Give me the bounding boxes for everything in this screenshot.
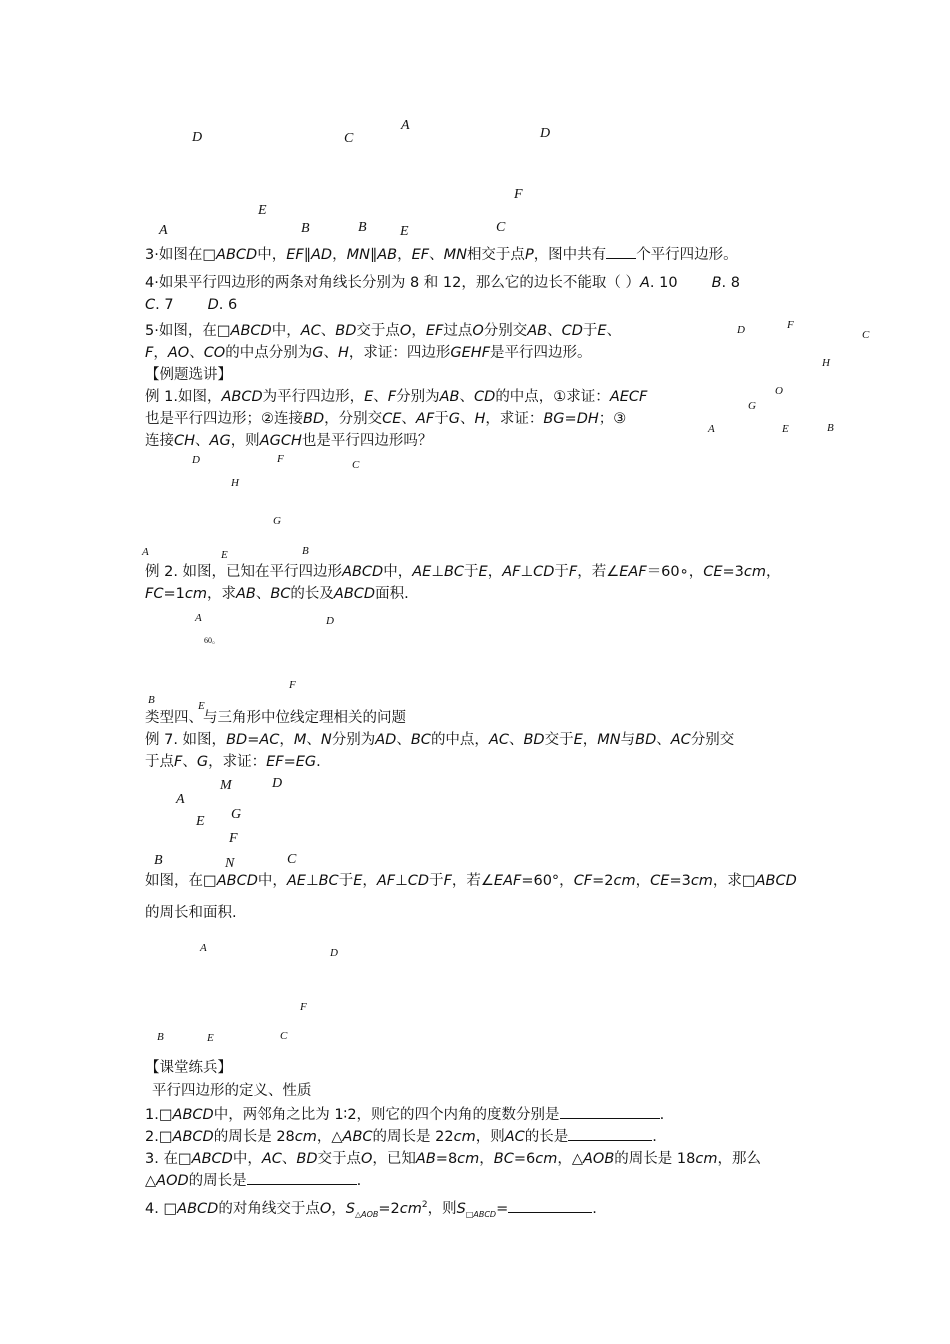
fig-label-a: A xyxy=(401,118,410,133)
answer-blank[interactable] xyxy=(606,244,636,259)
fig-label-g: G xyxy=(231,807,242,822)
fig-label-a: A xyxy=(195,612,202,624)
question-5: 5·如图，在□ABCD中，AC、BD交于点O，EF过点O分别交AB、CD于E、 xyxy=(145,323,622,339)
question-3: 3·如图在□ABCD中，EF∥AD，MN∥AB，EF、MN相交于点P，图中共有 个平行四边形。 xyxy=(145,244,825,266)
type-4-heading: 类型四、与三角形中位线定理相关的问题 xyxy=(145,710,406,726)
answer-blank[interactable] xyxy=(247,1170,357,1185)
question-5-cont: F，AO、CO的中点分别为G、H，求证：四边形GEHF是平行四边形。 xyxy=(145,345,592,361)
fig-label-d: D xyxy=(272,776,283,791)
fig-label-f: F xyxy=(787,319,794,331)
fig-label-f: F xyxy=(229,831,238,846)
example-2: 例 2. 如图，已知在平行四边形ABCD中，AE⊥BC于E，AF⊥CD于F，若∠EAF＝60∘，CE=3cm， xyxy=(145,564,781,580)
fig-label-b: B xyxy=(302,545,309,557)
example-1-cont: 也是平行四边形；②连接BD，分别交CE、AF于G、H，求证：BG=DH；③ xyxy=(145,411,627,427)
example-2-cont: FC=1cm，求AB、BC的长及ABCD面积. xyxy=(145,586,409,602)
fig-label-e: E xyxy=(400,224,409,239)
fig-label-f: F xyxy=(300,1001,307,1013)
fig-label-e: E xyxy=(221,549,228,561)
fig-label-e: E xyxy=(196,814,205,829)
fig-label-b: B xyxy=(154,853,163,868)
fig-label-c: C xyxy=(280,1030,288,1042)
fig-label-g: G xyxy=(748,400,756,412)
fig-label-m: M xyxy=(220,778,232,793)
fig-label-a: A xyxy=(176,792,185,807)
fig-label-b: B xyxy=(358,220,367,235)
fig-label-e: E xyxy=(258,203,267,218)
fig-label-f: F xyxy=(277,453,284,465)
section-heading-examples: 【例题选讲】 xyxy=(145,367,232,383)
fig-label-e: E xyxy=(198,700,205,712)
section-heading-practice: 【课堂练兵】 xyxy=(145,1060,232,1076)
fig-label-d: D xyxy=(326,615,334,627)
fig-label-a: A xyxy=(200,942,207,954)
fig-label-f: F xyxy=(514,187,523,202)
fig-label-o: O xyxy=(775,385,783,397)
fig-label-c: C xyxy=(496,220,506,235)
fig-label-b: B xyxy=(301,221,310,236)
practice-4: 4. □ABCD的对角线交于点O，$S_{\triangle AOB}=2cm^2$，则$S_{□ABCD}=$ . xyxy=(145,1200,597,1219)
practice-2: 2.□ABCD的周长是 28cm，△ABC的周长是 22cm，则AC的长是 . xyxy=(145,1126,825,1148)
answer-blank[interactable] xyxy=(560,1104,660,1119)
example-8: 如图，在□ABCD中，AE⊥BC于E，AF⊥CD于F，若∠EAF=60°，CF=2cm，CE=3cm，求□ABCD xyxy=(145,873,797,889)
fig-label-e: E xyxy=(782,423,789,435)
q3-number: 3· xyxy=(145,247,159,263)
fig-label-e: E xyxy=(207,1032,214,1044)
angle-label: 60。 xyxy=(204,636,220,645)
fig-label-c: C xyxy=(352,459,360,471)
fig-label-d: D xyxy=(540,126,551,141)
fig-label-f: F xyxy=(289,679,296,691)
fig-label-d: D xyxy=(330,947,338,959)
fig-label-c: C xyxy=(287,852,297,867)
example-7: 例 7. 如图，BD=AC，M、N分别为AD、BC的中点，AC、BD交于E，MN与BD、AC分别交 xyxy=(145,732,735,748)
practice-3: 3. 在□ABCD中，AC、BD交于点O，已知AB=8cm，BC=6cm，△AOB的周长是 18cm，那么 xyxy=(145,1151,761,1167)
practice-3-cont: △AOD的周长是 . xyxy=(145,1170,825,1192)
example-7-cont: 于点F、G，求证：EF=EG. xyxy=(145,754,321,770)
fig-label-a: A xyxy=(159,223,168,238)
fig-label-a: A xyxy=(708,423,715,435)
fig-label-a: A xyxy=(142,546,149,558)
fig-label-h: H xyxy=(231,477,239,489)
question-4-options: C. 7 D. 6 xyxy=(145,297,238,313)
fig-label-h: H xyxy=(822,357,830,369)
example-8-cont: 的周长和面积. xyxy=(145,905,237,921)
fig-label-d: D xyxy=(192,130,203,145)
fig-label-g: G xyxy=(273,515,281,527)
answer-blank[interactable] xyxy=(568,1126,652,1141)
fig-label-d: D xyxy=(737,324,745,336)
example-1-cont2: 连接CH、AG，则AGCH也是平行四边形吗？ xyxy=(145,433,433,449)
example-1: 例 1.如图，ABCD为平行四边形，E、F分别为AB、CD的中点，①求证：AECF xyxy=(145,389,648,405)
fig-label-c: C xyxy=(344,131,354,146)
fig-label-n: N xyxy=(225,856,235,871)
answer-blank[interactable] xyxy=(508,1198,592,1213)
fig-label-d: D xyxy=(192,454,200,466)
fig-label-b: B xyxy=(157,1031,164,1043)
subsection-heading: 平行四边形的定义、性质 xyxy=(152,1083,312,1099)
question-4: 4·如果平行四边形的两条对角线长分别为 8 和 12，那么它的边长不能取（ ）A. 10 B. 8 xyxy=(145,275,740,291)
fig-label-b: B xyxy=(827,422,834,434)
fig-label-b: B xyxy=(148,694,155,706)
practice-1: 1.□ABCD中，两邻角之比为 1∶2，则它的四个内角的度数分别是 . xyxy=(145,1104,825,1126)
fig-label-c: C xyxy=(862,329,870,341)
